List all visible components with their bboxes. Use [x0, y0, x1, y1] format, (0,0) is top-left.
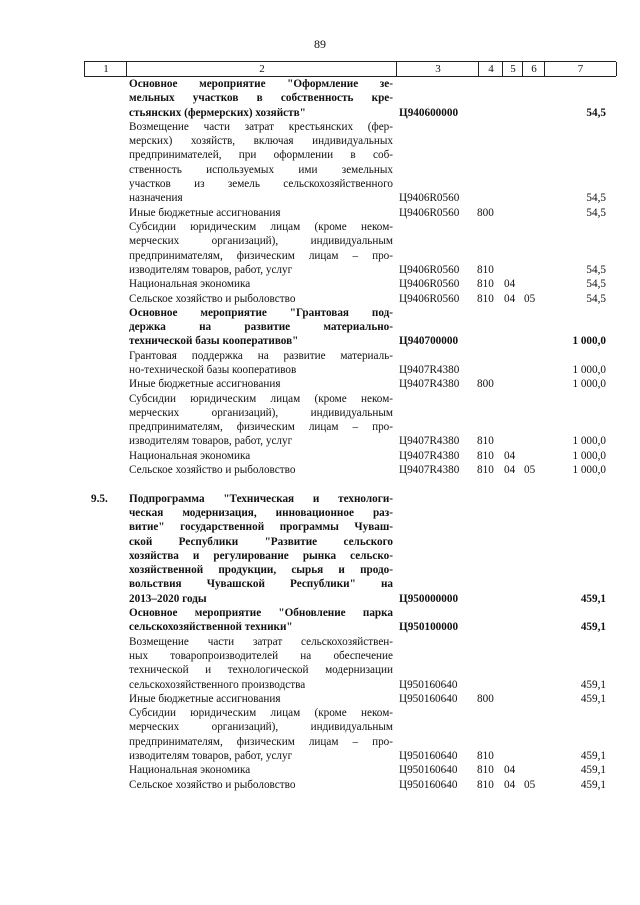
target-code: Ц950000000 — [399, 592, 459, 605]
row-title-line: предпринимателям, физическим лицам – про- — [129, 421, 393, 434]
target-code: Ц9406R0560 — [399, 263, 460, 276]
row-title-line: предпринимателям, физическим лицам – про- — [129, 735, 393, 748]
row-title-line: но-технической базы кооперативов — [129, 363, 297, 376]
row-title-line: стьянских (фермерских) хозяйств" — [129, 106, 306, 119]
row-title-line: изводителям товаров, работ, услуг — [129, 263, 293, 276]
header-col-5: 5 — [502, 62, 523, 76]
row-title-line: сельскохозяйственной техники" — [129, 621, 293, 634]
section-code: 04 — [504, 449, 516, 462]
table-row — [0, 306, 640, 349]
row-title-line: технической и технологической модернизации — [129, 664, 393, 677]
row-title-line: Национальная экономика — [129, 278, 251, 291]
amount: 54,5 — [586, 278, 606, 291]
row-title-line: мерческих организаций), индивидуальным — [129, 406, 393, 419]
target-code: Ц9406R0560 — [399, 292, 460, 305]
header-col-2: 2 — [126, 62, 397, 76]
table-row — [0, 292, 640, 306]
section-code: 04 — [504, 464, 516, 477]
row-title-line: сельскохозяйственного производства — [129, 678, 306, 691]
row-title-line: Иные бюджетные ассигнования — [129, 378, 281, 391]
amount: 459,1 — [580, 692, 606, 705]
amount: 1 000,0 — [572, 363, 606, 376]
section-code: 04 — [504, 764, 516, 777]
target-code: Ц9407R4380 — [399, 449, 460, 462]
amount: 459,1 — [580, 750, 606, 763]
target-code: Ц9407R4380 — [399, 464, 460, 477]
header-col-1: 1 — [84, 62, 127, 76]
target-code: Ц9407R4380 — [399, 435, 460, 448]
amount: 54,5 — [586, 263, 606, 276]
table-row — [0, 692, 640, 706]
row-title-line: предпринимателям, физическим лицам – про- — [129, 249, 393, 262]
amount: 459,1 — [580, 592, 606, 605]
section-code: 04 — [504, 778, 516, 791]
amount: 1 000,0 — [572, 378, 606, 391]
target-code: Ц950100000 — [399, 621, 459, 634]
table-row — [0, 77, 640, 120]
row-title-line: ской Республики "Развитие сельского — [129, 535, 393, 548]
header-col-4: 4 — [478, 62, 503, 76]
row-title-line: мельных участков в собственность кре- — [129, 92, 393, 105]
table-row — [0, 463, 640, 477]
amount: 54,5 — [586, 106, 606, 119]
header-col-6: 6 — [522, 62, 545, 76]
row-title-line: витие" государственной программы Чуваш- — [129, 521, 393, 534]
amount: 459,1 — [580, 764, 606, 777]
row-title-line: ственность используемых ими земельных — [129, 163, 393, 176]
amount: 1 000,0 — [572, 449, 606, 462]
row-title-line: участков из земель сельскохозяйственного — [129, 178, 393, 191]
table-row — [0, 120, 640, 206]
expense-type-code: 810 — [477, 764, 494, 777]
row-title-line: Возмещение части затрат крестьянских (фер- — [129, 120, 393, 133]
row-title-line: хозяйства и регулирование рынка сельско- — [129, 549, 393, 562]
target-code: Ц950160640 — [399, 778, 458, 791]
row-title-line: Сельское хозяйство и рыболовство — [129, 292, 296, 305]
row-title-line: изводителям товаров, работ, услуг — [129, 750, 293, 763]
amount: 54,5 — [586, 206, 606, 219]
row-title-line: технической базы кооперативов" — [129, 335, 299, 348]
target-code: Ц950160640 — [399, 750, 458, 763]
table-row — [0, 449, 640, 463]
expense-type-code: 810 — [477, 278, 494, 291]
header-col-3: 3 — [396, 62, 479, 76]
row-title-line: Сельское хозяйство и рыболовство — [129, 778, 296, 791]
section-code: 04 — [504, 292, 516, 305]
row-title-line: Основное мероприятие "Обновление парка — [129, 607, 393, 620]
amount: 459,1 — [580, 621, 606, 634]
row-title-line: назначения — [129, 192, 183, 205]
target-code: Ц950160640 — [399, 678, 458, 691]
expense-type-code: 810 — [477, 449, 494, 462]
expense-type-code: 810 — [477, 263, 494, 276]
row-title-line: Национальная экономика — [129, 449, 251, 462]
page-number: 89 — [314, 37, 326, 51]
subsection-code: 05 — [524, 778, 536, 791]
row-title-line: предпринимателей, при оформлении в соб- — [129, 149, 393, 162]
table-row — [0, 392, 640, 449]
table-row — [0, 635, 640, 692]
amount: 54,5 — [586, 292, 606, 305]
row-title-line: мерческих организаций), индивидуальным — [129, 235, 393, 248]
row-title-line: Иные бюджетные ассигнования — [129, 206, 281, 219]
target-code: Ц9406R0560 — [399, 278, 460, 291]
table-row — [0, 763, 640, 777]
target-code: Ц9407R4380 — [399, 378, 460, 391]
row-title-line: мерческих организаций), индивидуальным — [129, 721, 393, 734]
row-title — [129, 492, 393, 606]
row-title-line: 2013–2020 годы — [129, 592, 207, 605]
target-code: Ц950160640 — [399, 692, 458, 705]
table-row — [0, 606, 640, 635]
row-title-line: держка на развитие материально- — [129, 321, 393, 334]
row-title-line: Субсидии юридическим лицам (кроме неком- — [129, 392, 393, 405]
amount: 1 000,0 — [572, 435, 606, 448]
row-title-line: Основное мероприятие "Грантовая под- — [129, 306, 393, 319]
table-row — [0, 706, 640, 763]
subsection-code: 05 — [524, 292, 536, 305]
expense-type-code: 810 — [477, 464, 494, 477]
target-code: Ц9406R0560 — [399, 206, 460, 219]
row-title-line: ных товаропроизводителей на обеспечение — [129, 649, 393, 662]
row-title-line: Национальная экономика — [129, 764, 251, 777]
amount: 459,1 — [580, 778, 606, 791]
target-code: Ц9406R0560 — [399, 192, 460, 205]
amount: 1 000,0 — [572, 335, 606, 348]
row-title-line: Грантовая поддержка на развитие материаль- — [129, 349, 393, 362]
table-row — [0, 277, 640, 291]
expense-type-code: 800 — [477, 378, 494, 391]
subsection-code: 05 — [524, 464, 536, 477]
table-row — [0, 377, 640, 391]
table-row — [0, 220, 640, 277]
row-title-line: вольствия Чувашской Республики" на — [129, 578, 393, 591]
expense-type-code: 810 — [477, 435, 494, 448]
row-title-line: Подпрограмма "Техническая и технологи- — [129, 492, 393, 505]
amount: 1 000,0 — [572, 464, 606, 477]
row-title-line: Основное мероприятие "Оформление зе- — [129, 78, 393, 90]
table-row — [0, 778, 640, 792]
table-header — [84, 61, 616, 77]
row-number: 9.5. — [91, 492, 108, 505]
header-col-7: 7 — [544, 62, 617, 76]
row-title-line: Иные бюджетные ассигнования — [129, 692, 281, 705]
row-title-line: Сельское хозяйство и рыболовство — [129, 464, 296, 477]
table-row — [0, 349, 640, 378]
table-row — [0, 492, 640, 606]
target-code: Ц940700000 — [399, 335, 459, 348]
table-row — [0, 206, 640, 220]
row-title-line: изводителям товаров, работ, услуг — [129, 435, 293, 448]
expense-type-code: 810 — [477, 778, 494, 791]
target-code: Ц940600000 — [399, 106, 459, 119]
expense-type-code: 810 — [477, 292, 494, 305]
row-title-line: ческая модернизация, инновационное раз- — [129, 506, 393, 519]
expense-type-code: 800 — [477, 692, 494, 705]
expense-type-code: 800 — [477, 206, 494, 219]
amount: 54,5 — [586, 192, 606, 205]
expense-type-code: 810 — [477, 750, 494, 763]
row-title-line: Субсидии юридическим лицам (кроме неком- — [129, 221, 393, 233]
target-code: Ц9407R4380 — [399, 363, 460, 376]
row-title-line: Субсидии юридическим лицам (кроме неком- — [129, 707, 393, 720]
section-code: 04 — [504, 278, 516, 291]
amount: 459,1 — [580, 678, 606, 691]
row-title-line: хозяйственной продукции, сырья и продо- — [129, 564, 393, 577]
target-code: Ц950160640 — [399, 764, 458, 777]
row-title-line: мерских) хозяйств, включая индивидуальных — [129, 135, 393, 148]
row-title-line: Возмещение части затрат сельскохозяйствен- — [129, 635, 393, 648]
